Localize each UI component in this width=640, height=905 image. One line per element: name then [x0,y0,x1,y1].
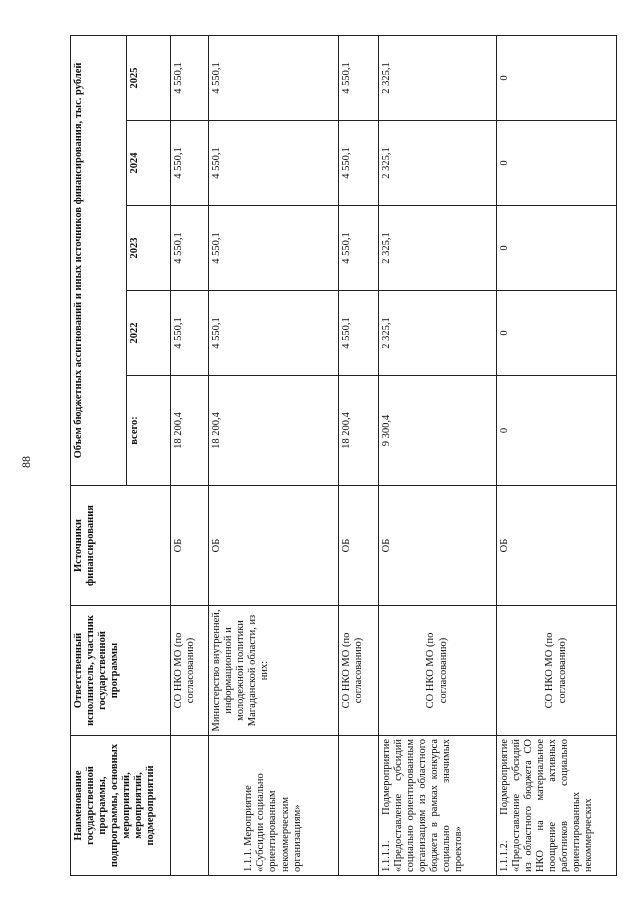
row-total: 18 200,4 [171,376,209,486]
row-2023: 4 550,1 [171,206,209,291]
row-2024: 4 550,1 [171,121,209,206]
header-name: Наименование государственной программы, подпрограммы, основных мероприятий, мероприятий, подмероприятий [71,736,171,876]
row-total: 9 300,4 [379,376,497,486]
row-name: 1.1.1.2. Подмероприятие «Предоставление субсидий из областного бюджета СО НКО на материальное поощрение активных работников социально ориентированных некоммерческих [497,736,617,876]
row-source: ОБ [497,486,617,606]
row-total: 18 200,4 [209,376,339,486]
row-2023: 4 550,1 [209,206,339,291]
row-source: ОБ [171,486,209,606]
row-source: ОБ [379,486,497,606]
row-2023: 2 325,1 [379,206,497,291]
rotated-table-wrapper [70,36,616,876]
row-executor: СО НКО МО (по согласованию) [171,606,209,736]
header-total: всего: [127,376,171,486]
row-source: ОБ [209,486,339,606]
row-total: 18 200,4 [339,376,379,486]
row-2025: 4 550,1 [209,35,339,120]
row-executor: СО НКО МО (по согласованию) [379,606,497,736]
row-executor: Министерство внутренней, информационной и молодежной политики Магаданской области, из них: [209,606,339,736]
row-source: ОБ [339,486,379,606]
row-2024: 4 550,1 [209,121,339,206]
row-2022: 4 550,1 [171,291,209,376]
row-2022: 4 550,1 [339,291,379,376]
row-name: 1.1.1. Мероприятие «Субсидии социально ориентированным некоммерческим организациям» [209,736,339,876]
header-2023: 2023 [127,206,171,291]
header-2024: 2024 [127,121,171,206]
row-2023: 0 [497,206,617,291]
row-name: 1.1.1.1. Подмероприятие «Предоставление субсидий социально ориентированным организациям из областного бюджета в рамках конкурса социально значимых проектов» [379,736,497,876]
row-2022: 4 550,1 [209,291,339,376]
header-2025: 2025 [127,35,171,120]
row-name [339,736,379,876]
row-2022: 2 325,1 [379,291,497,376]
header-source: Источники финансирования [71,486,171,606]
row-2025: 4 550,1 [171,35,209,120]
row-2025: 2 325,1 [379,35,497,120]
page-number: 88 [19,456,33,468]
row-executor: СО НКО МО (по согласованию) [497,606,617,736]
table-row [379,35,497,875]
header-volume: Объем бюджетных ассигнований и иных источников финансирования, тыс. рублей [71,35,127,485]
row-2025: 0 [497,35,617,120]
row-2024: 2 325,1 [379,121,497,206]
row-2025: 4 550,1 [339,35,379,120]
header-row-1 [71,35,127,875]
row-2022: 0 [497,291,617,376]
row-name [171,736,209,876]
table-row [209,35,339,875]
table-row [497,35,617,875]
header-2022: 2022 [127,291,171,376]
table-row [171,35,209,875]
budget-table [70,35,617,876]
row-2024: 0 [497,121,617,206]
row-executor: СО НКО МО (по согласованию) [339,606,379,736]
row-2023: 4 550,1 [339,206,379,291]
table-row [339,35,379,875]
row-2024: 4 550,1 [339,121,379,206]
row-total: 0 [497,376,617,486]
header-executor: Ответственный исполнитель, участник государственной программы [71,606,171,736]
